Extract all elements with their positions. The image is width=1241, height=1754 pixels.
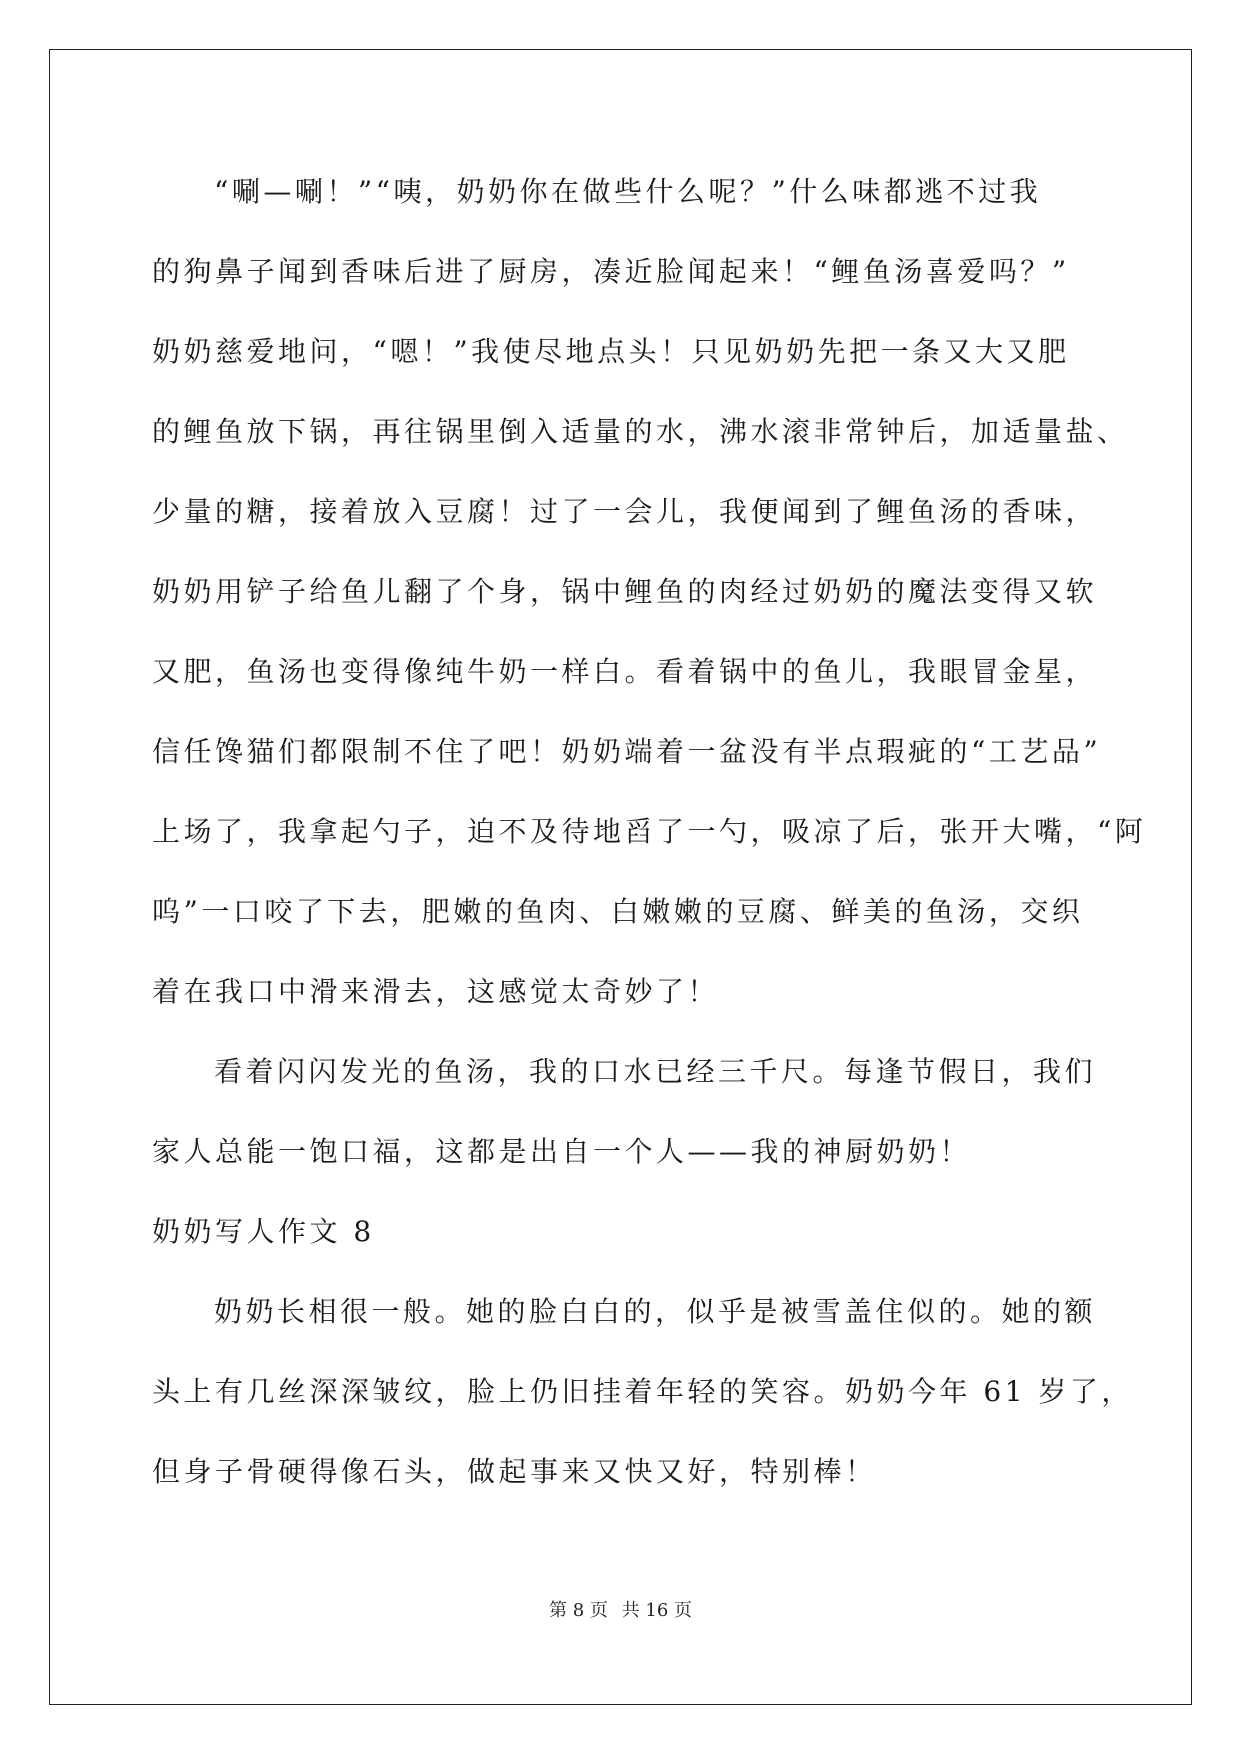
section-heading: 奶奶写人作文 8 [152, 1215, 375, 1248]
text-line: 呜”一口咬了下去，肥嫩的鱼肉、白嫩嫩的豆腐、鲜美的鱼汤，交织 [152, 895, 1084, 928]
text-line: 奶奶慈爱地问，“嗯！”我使尽地点头！只见奶奶先把一条又大又肥 [152, 335, 1070, 368]
text-line: 上场了，我拿起勺子，迫不及待地舀了一勺，吸凉了后，张开大嘴，“阿 [152, 815, 1147, 848]
text-line: 但身子骨硬得像石头，做起事来又快又好，特别棒！ [152, 1455, 877, 1488]
text-line: 看着闪闪发光的鱼汤，我的口水已经三千尺。每逢节假日，我们 [214, 1055, 1097, 1088]
page-footer [0, 1596, 1241, 1622]
text-line: 着在我口中滑来滑去，这感觉太奇妙了！ [152, 975, 720, 1008]
text-line: 奶奶用铲子给鱼儿翻了个身，锅中鲤鱼的肉经过奶奶的魔法变得又软 [152, 575, 1098, 608]
text-line: 信任馋猫们都限制不住了吧！奶奶端着一盆没有半点瑕疵的“工艺品” [152, 735, 1102, 768]
text-line: 奶奶长相很一般。她的脸白白的，似乎是被雪盖住似的。她的额 [214, 1295, 1097, 1328]
text-line: 的狗鼻子闻到香味后进了厨房，凑近脸闻起来！“鲤鱼汤喜爱吗？” [152, 255, 1070, 288]
text-line: 头上有几丝深深皱纹，脸上仍旧挂着年轻的笑容。奶奶今年 61 岁了， [152, 1375, 1133, 1408]
text-line: “唰—唰！”“咦，奶奶你在做些什么呢？”什么味都逃不过我 [214, 175, 1042, 208]
text-line: 的鲤鱼放下锅，再往锅里倒入适量的水，沸水滚非常钟后，加适量盐、 [152, 415, 1129, 448]
text-line: 少量的糖，接着放入豆腐！过了一会儿，我便闻到了鲤鱼汤的香味， [152, 495, 1098, 528]
page-number: 第 8 页 [549, 1600, 608, 1621]
document-body [152, 152, 1147, 1512]
text-line: 家人总能一饱口福，这都是出自一个人——我的神厨奶奶！ [152, 1135, 972, 1168]
page-total: 共 16 页 [621, 1600, 692, 1621]
text-line: 又肥，鱼汤也变得像纯牛奶一样白。看着锅中的鱼儿，我眼冒金星， [152, 655, 1098, 688]
